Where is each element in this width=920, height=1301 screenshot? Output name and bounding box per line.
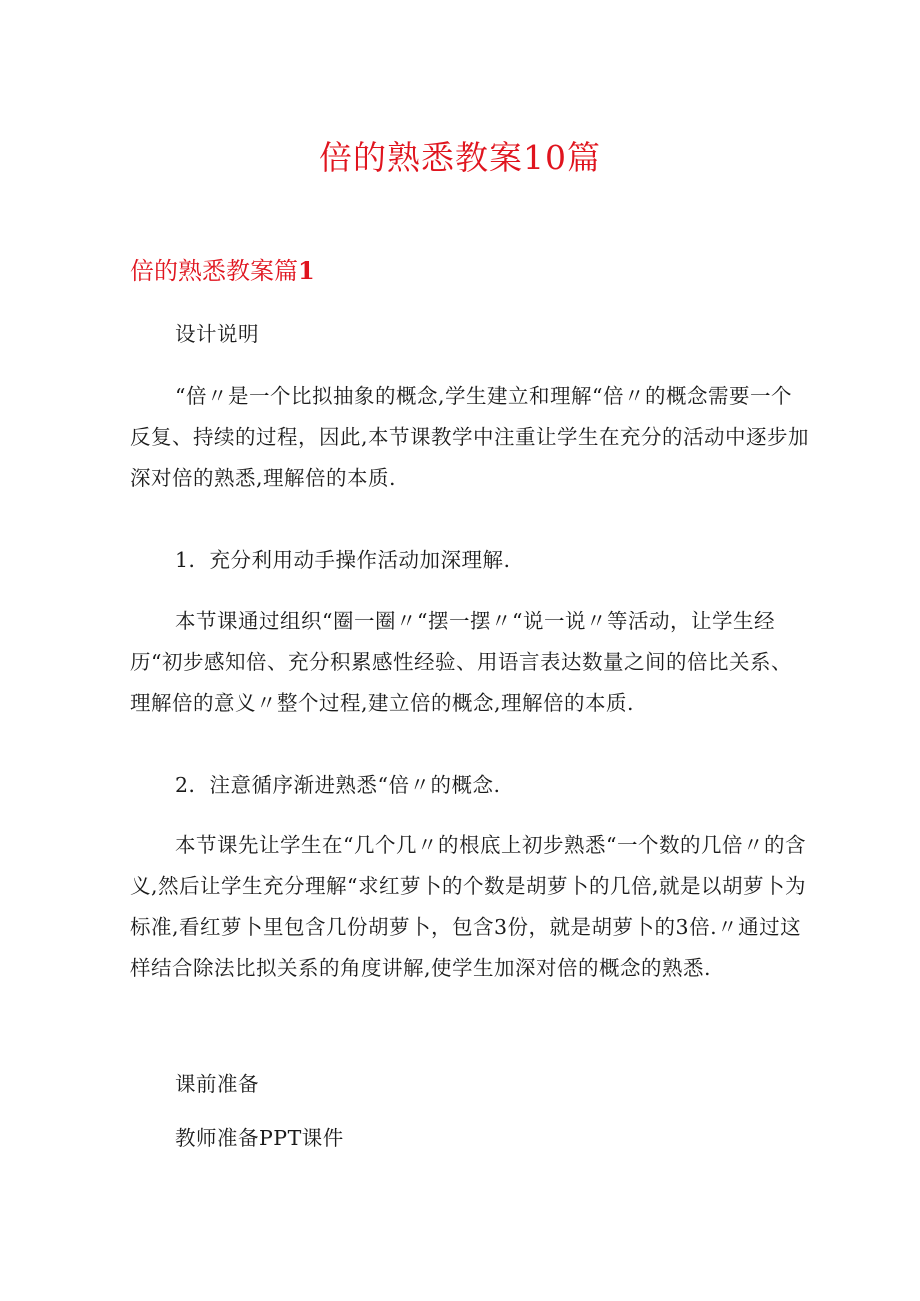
point2-body: 本节课先让学生在“几个几〃的根底上初步熟悉“一个数的几倍〃的含义,然后让学生充分理解“求红萝卜的个数是胡萝卜的几倍,就是以胡萝卜为标准,看红萝卜里包含几份胡萝卜，包含3份，就是胡萝卜的3倍.〃通过这样结合除法比拟关系的角度讲解,使学生加深对倍的概念的熟悉.	[130, 833, 807, 980]
section-heading	[130, 253, 315, 289]
section-heading-text: 倍的熟悉教案篇	[130, 257, 298, 285]
section-heading-number: 1	[298, 256, 315, 285]
prep-label: 课前准备	[175, 1072, 259, 1096]
point1-title: 1．充分利用动手操作活动加深理解.	[175, 548, 511, 572]
intro-paragraph: “倍〃是一个比拟抽象的概念,学生建立和理解“倍〃的概念需要一个反复、持续的过程，因此,本节课教学中注重让学生在充分的活动中逐步加深对倍的熟悉,理解倍的本质.	[130, 384, 810, 490]
point1-body: 本节课通过组织“圈一圈〃“摆一摆〃“说一说〃等活动，让学生经历“初步感知倍、充分积累感性经验、用语言表达数量之间的倍比关系、理解倍的意义〃整个过程,建立倍的概念,理解倍的本质.	[130, 609, 792, 715]
prep-item: 教师准备PPT课件	[175, 1126, 344, 1150]
document-title: 倍的熟悉教案10篇	[319, 138, 601, 177]
point2-title: 2．注意循序渐进熟悉“倍〃的概念.	[175, 773, 501, 797]
design-label: 设计说明	[175, 322, 259, 346]
